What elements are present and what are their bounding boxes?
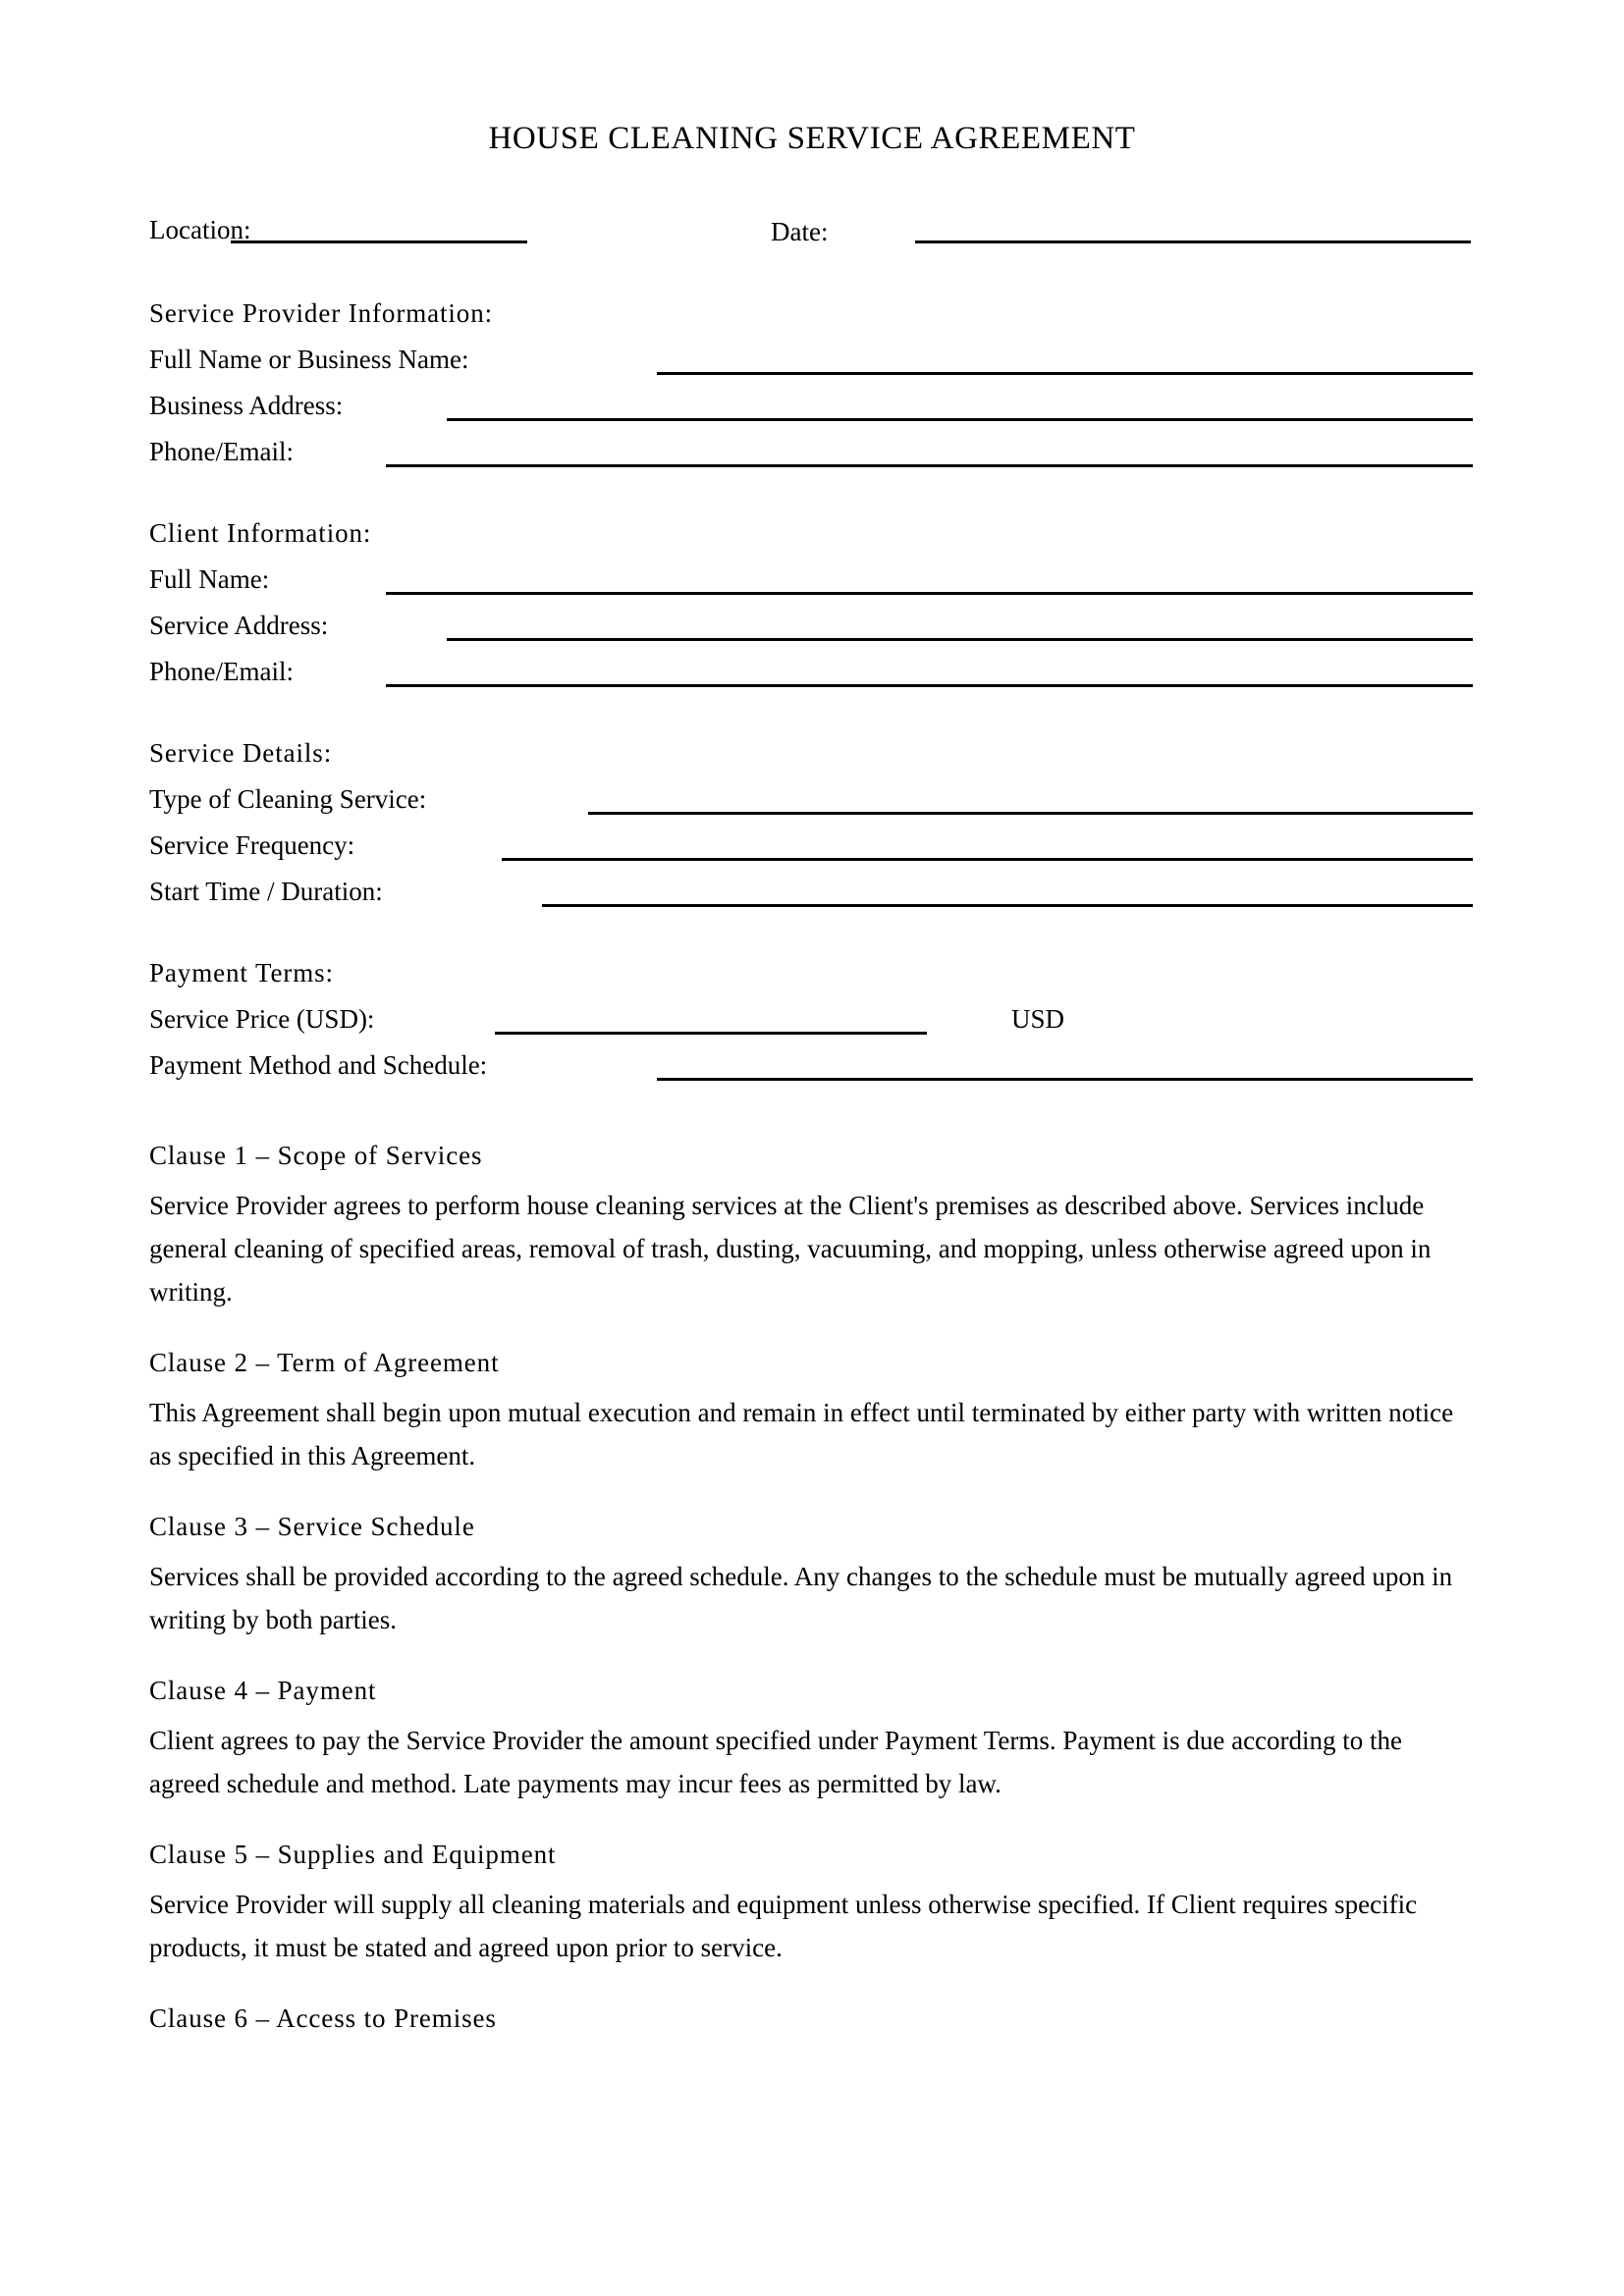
field-row-service-frequency (149, 823, 1475, 869)
clause-3-heading: Clause 3 – Service Schedule (149, 1512, 475, 1541)
field-row-client-full-name (149, 557, 1475, 603)
clause-1-heading: Clause 1 – Scope of Services (149, 1141, 483, 1170)
section-heading-service-details: Service Details: (149, 738, 333, 768)
clause-6 (149, 1999, 1475, 2038)
service-frequency-input-rule[interactable] (502, 858, 1473, 861)
service-price-input-rule[interactable] (495, 1032, 927, 1035)
provider-phone-email-label: Phone/Email: (149, 437, 294, 466)
section-heading-service-provider: Service Provider Information: (149, 298, 494, 328)
cleaning-type-label: Type of Cleaning Service: (149, 784, 427, 814)
service-price-label: Service Price (USD): (149, 1004, 375, 1034)
clause-2-body: This Agreement shall begin upon mutual execution and remain in effect until terminated by either party with written notice as specified in this Agreement. (149, 1398, 1454, 1470)
spacer-after-title (149, 157, 1475, 204)
spacer-before-clauses (149, 1089, 1475, 1136)
clause-5-body: Service Provider will supply all cleaning materials and equipment unless otherwise specified. If Client requires specific products, it must be stated and agreed upon prior to service. (149, 1890, 1418, 1962)
date-input-rule[interactable] (915, 240, 1471, 243)
client-phone-email-input-rule[interactable] (386, 684, 1473, 687)
clause-6-heading: Clause 6 – Access to Premises (149, 2003, 497, 2033)
date-label: Date: (771, 217, 829, 246)
spacer-before-payment-terms (149, 915, 1475, 950)
client-service-address-input-rule[interactable] (447, 638, 1473, 641)
clause-3-body: Services shall be provided according to the agreed schedule. Any changes to the schedule must be mutually agreed upon in writing by both parties. (149, 1562, 1453, 1634)
field-row-payment-method (149, 1042, 1475, 1089)
clause-5 (149, 1835, 1475, 1969)
page-title: HOUSE CLEANING SERVICE AGREEMENT (488, 121, 1136, 156)
document-content (149, 0, 1475, 2047)
clause-4-body: Client agrees to pay the Service Provider the amount specified under Payment Terms. Payment is due according to the agreed schedule and method. Late payments may incur fees as permitted by law. (149, 1726, 1403, 1798)
clause-1-body: Service Provider agrees to perform house cleaning services at the Client's premises as described above. Services include general cleaning of specified areas, removal of trash, dusting, vacuuming, and mopping, unless otherwise agreed upon in writing. (149, 1191, 1432, 1307)
clause-spacer-2 (149, 1477, 1475, 1507)
clause-spacer-3 (149, 1641, 1475, 1671)
section-heading-payment-terms: Payment Terms: (149, 958, 334, 988)
clause-4-heading: Clause 4 – Payment (149, 1676, 377, 1705)
field-row-start-time-duration (149, 869, 1475, 915)
client-full-name-label: Full Name: (149, 564, 270, 594)
location-input-rule[interactable] (231, 240, 527, 243)
section-heading-client: Client Information: (149, 518, 372, 548)
clause-spacer-4 (149, 1805, 1475, 1835)
start-time-duration-input-rule[interactable] (542, 904, 1473, 907)
header-fields-row (149, 204, 1475, 255)
field-row-client-service-address (149, 603, 1475, 649)
clause-2 (149, 1343, 1475, 1477)
provider-full-name-input-rule[interactable] (657, 372, 1473, 375)
service-frequency-label: Service Frequency: (149, 830, 355, 860)
provider-business-address-input-rule[interactable] (447, 418, 1473, 421)
provider-business-address-label: Business Address: (149, 391, 344, 420)
spacer-before-provider (149, 255, 1475, 291)
provider-full-name-label: Full Name or Business Name: (149, 345, 469, 374)
start-time-duration-label: Start Time / Duration: (149, 877, 383, 906)
clause-2-heading: Clause 2 – Term of Agreement (149, 1348, 500, 1377)
spacer-before-client (149, 475, 1475, 510)
clause-spacer-1 (149, 1313, 1475, 1343)
client-service-address-label: Service Address: (149, 611, 329, 640)
provider-phone-email-input-rule[interactable] (386, 464, 1473, 467)
clause-spacer-5 (149, 1969, 1475, 1999)
field-row-service-price (149, 996, 1475, 1042)
location-label: Location: (149, 215, 251, 244)
clause-1 (149, 1136, 1475, 1313)
clause-3 (149, 1507, 1475, 1641)
field-row-client-phone-email (149, 649, 1475, 695)
field-row-provider-business-address (149, 383, 1475, 429)
payment-method-label: Payment Method and Schedule: (149, 1050, 488, 1080)
clause-5-heading: Clause 5 – Supplies and Equipment (149, 1840, 557, 1869)
cleaning-type-input-rule[interactable] (588, 812, 1473, 815)
field-row-provider-phone-email (149, 429, 1475, 475)
client-full-name-input-rule[interactable] (386, 592, 1473, 595)
payment-method-input-rule[interactable] (657, 1078, 1473, 1081)
field-row-provider-full-name (149, 337, 1475, 383)
client-phone-email-label: Phone/Email: (149, 657, 294, 686)
field-row-cleaning-type (149, 776, 1475, 823)
clause-4 (149, 1671, 1475, 1805)
service-price-currency-label: USD (1011, 1004, 1065, 1034)
spacer-before-service-details (149, 695, 1475, 730)
